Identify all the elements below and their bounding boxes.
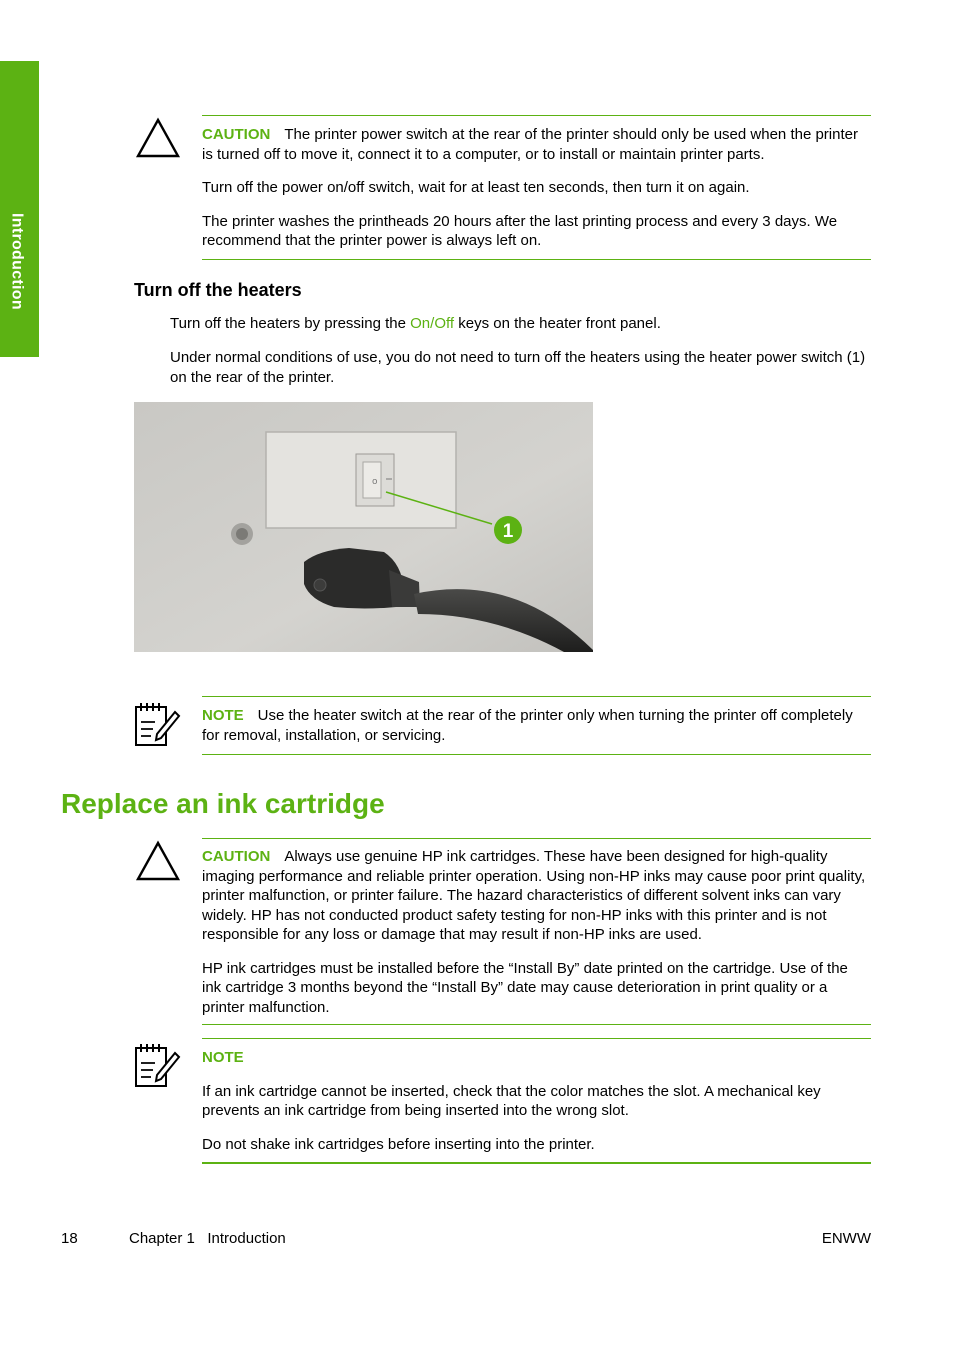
caution-text: CAUTION Always use genuine HP ink cartridges. These have been designed for high-quality imaging performance and reliable printer operation. Using non-HP inks may cause poor print quality, printer malfunction, or printer failure. The hazard characteristics of different solvent inks can vary widely. HP has not conducted product safety testing for non-HP inks with this printer and is not responsible for any loss or damage that may result if non-HP inks are used. — [202, 848, 866, 943]
document-code: ENWW — [821, 1230, 871, 1247]
caution-label: CAUTION — [202, 848, 271, 865]
svg-text:o: o — [372, 477, 378, 487]
section-title: Replace an ink cartridge — [61, 788, 385, 819]
note-label: NOTE — [202, 707, 244, 724]
note-bottom-rule — [202, 754, 871, 755]
on-off-keys: On/Off — [410, 315, 455, 332]
caution-bottom-rule — [202, 259, 871, 260]
heater-switch-photo — [134, 402, 593, 652]
caution-text: CAUTION The printer power switch at the rear of the printer should only be used when the printer is turned off to move it, connect it to a computer, or to install or maintain printer parts. — [202, 126, 858, 163]
caution-paragraph: The printer washes the printheads 20 hours after the last printing process and every 3 days. We recommend that the printer power is always left on. — [202, 212, 838, 249]
caution-paragraph: HP ink cartridges must be installed before the “Install By” date printed on the cartridge. Use of the ink cartridge 3 months beyond the “Install By” date may cause deterioration in print quality or a printer malfunction. — [202, 959, 848, 1016]
body-paragraph: Turn off the heaters by pressing the On/Off keys on the heater front panel. — [170, 315, 661, 332]
note-block — [202, 1048, 871, 1154]
note-paragraph: If an ink cartridge cannot be inserted, check that the color matches the slot. A mechanical key prevents an ink cartridge from being inserted into the wrong slot. — [202, 1082, 821, 1119]
caution-top-rule — [202, 838, 871, 839]
caution-paragraph: Turn off the power on/off switch, wait for at least ten seconds, then turn it on again. — [202, 179, 750, 196]
note-paragraph: Do not shake ink cartridges before inserting into the printer. — [202, 1135, 595, 1153]
page-number: 18 — [61, 1230, 78, 1247]
note-label: NOTE — [202, 1049, 244, 1066]
body-paragraph: Under normal conditions of use, you do not need to turn off the heaters using the heater power switch (1) on the rear of the printer. — [170, 349, 866, 386]
caution-label: CAUTION — [202, 126, 271, 143]
side-tab — [0, 61, 39, 357]
caution-bottom-rule — [202, 1024, 871, 1025]
note-text: NOTE Use the heater switch at the rear of the printer only when turning the printer off completely for removal, installation, or servicing. — [202, 707, 853, 744]
caution-block — [202, 847, 871, 1017]
chapter-label: Chapter 1 Introduction — [129, 1230, 286, 1247]
note-icon — [133, 700, 181, 748]
note-top-rule — [202, 1038, 871, 1039]
note-bottom-rule — [202, 1162, 871, 1164]
callout-number: 1 — [502, 521, 514, 542]
caution-icon — [135, 840, 181, 882]
side-tab-label: Introduction — [8, 213, 26, 310]
note-top-rule — [202, 696, 871, 697]
caution-block — [202, 125, 871, 251]
caution-top-rule — [202, 115, 871, 116]
note-icon — [133, 1041, 181, 1089]
subsection-heading: Turn off the heaters — [134, 280, 302, 300]
caution-icon — [135, 117, 181, 159]
